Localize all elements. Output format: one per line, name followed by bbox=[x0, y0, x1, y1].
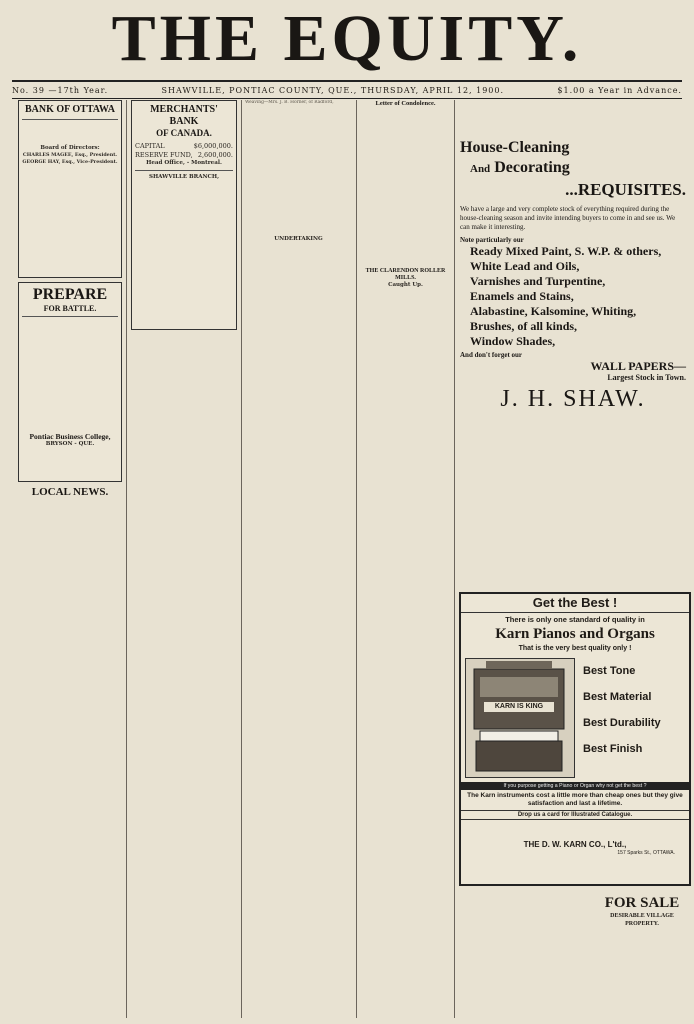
college-text bbox=[22, 320, 118, 432]
karn-headline: Get the Best ! bbox=[461, 594, 689, 613]
column-3-text-continued bbox=[245, 243, 352, 983]
column-2 bbox=[131, 100, 237, 1016]
ad-item: Ready Mixed Paint, S. W.P. & others, bbox=[470, 244, 662, 258]
karn-quality: Best Durability bbox=[583, 717, 661, 729]
volume-number: No. 39 —17th Year. bbox=[12, 85, 109, 95]
ad-item-list bbox=[460, 244, 686, 349]
column-2-text bbox=[131, 334, 237, 1014]
ad-item: Enamels and Stains, bbox=[470, 289, 574, 303]
organ-label: KARN IS KING bbox=[484, 702, 554, 712]
column-1 bbox=[18, 100, 122, 1016]
ad-forget: And don't forget our bbox=[460, 351, 523, 359]
bank-ottawa-ad bbox=[18, 100, 122, 278]
issue-date: SHAWVILLE, PONTIAC COUNTY, QUE., THURSDAY, APRIL 12, 1900. bbox=[161, 85, 505, 95]
bank-ottawa-title: BANK OF OTTAWA bbox=[24, 104, 115, 115]
capital-label: CAPITAL bbox=[135, 142, 165, 150]
merchants-bank-title: MERCHANTS' BANK bbox=[150, 104, 218, 127]
karn-body bbox=[465, 658, 685, 778]
head-office: Head Office, - Montreal. bbox=[146, 160, 222, 166]
organ-illustration bbox=[465, 658, 575, 778]
agents-text bbox=[460, 895, 592, 1017]
column-5-top bbox=[460, 100, 686, 136]
local-news-body bbox=[18, 503, 122, 1016]
ad-intro: We have a large and very complete stock of everything required during the house-cleaning season and invite intending buyers to come in and see us. We can make it interesting. bbox=[460, 205, 676, 231]
karn-note-2: The Karn instruments cost a little more than cheap ones but they give satisfaction and last a lifetime. bbox=[467, 792, 683, 807]
reserve-row bbox=[135, 151, 233, 160]
merchants-bank-subtitle: OF CANADA. bbox=[156, 128, 212, 138]
prepare-title: PREPARE bbox=[32, 286, 108, 303]
merchants-bank-ad bbox=[131, 100, 237, 330]
column-4 bbox=[360, 100, 451, 1016]
bank-text bbox=[22, 123, 118, 145]
ad-item: Alabastine, Kalsomine, Whiting, bbox=[470, 304, 637, 318]
ad-item: Brushes, of all kinds, bbox=[470, 319, 578, 333]
column-rule bbox=[356, 100, 357, 1018]
divider bbox=[22, 119, 118, 120]
ad-item: White Lead and Oils, bbox=[470, 259, 580, 273]
karn-address: 157 Sparks St., OTTAWA. bbox=[617, 850, 675, 856]
roller-mills-heading: THE CLARENDON ROLLER MILLS. bbox=[365, 268, 446, 281]
for-sale-subtitle: DESIRABLE VILLAGE PROPERTY. bbox=[610, 913, 674, 927]
masthead-title: THE EQUITY. bbox=[111, 2, 583, 75]
divider bbox=[135, 170, 233, 171]
college-location: BRYSON - QUE. bbox=[45, 441, 95, 447]
karn-qualities bbox=[575, 658, 685, 778]
column-rule bbox=[241, 100, 242, 1018]
column-5-text bbox=[460, 100, 686, 136]
column-4-text-continued bbox=[360, 289, 451, 989]
college-name: Pontiac Business College, bbox=[29, 432, 111, 441]
prepare-subtitle: FOR BATTLE. bbox=[43, 304, 97, 313]
ad-merchant-name: J. H. SHAW. bbox=[500, 386, 646, 412]
karn-line-1: There is only one standard of quality in bbox=[505, 615, 645, 624]
weaving-lead: Weaving—Mrs. J. B. Horner, of Radford, bbox=[245, 100, 334, 105]
undertaking-heading: UNDERTAKING bbox=[274, 235, 323, 242]
column-rule bbox=[126, 100, 127, 1018]
column-3-text bbox=[245, 106, 352, 236]
reserve-label: RESERVE FUND, bbox=[135, 151, 193, 159]
karn-line-2: That is the very best quality only ! bbox=[518, 645, 632, 652]
for-sale-ad bbox=[597, 895, 687, 1017]
agents-notice bbox=[460, 895, 592, 1017]
for-sale-title: FOR SALE bbox=[604, 895, 680, 911]
ad-item: Varnishes and Turpentine, bbox=[470, 274, 606, 288]
karn-quality: Best Tone bbox=[583, 665, 636, 677]
ad-requisites: ...REQUISITES. bbox=[565, 180, 686, 199]
karn-company: THE D. W. KARN CO., L'td., bbox=[523, 840, 627, 849]
dateline bbox=[12, 80, 682, 99]
karn-agent-text bbox=[461, 822, 689, 840]
subscription-price: $1.00 a Year in Advance. bbox=[557, 85, 682, 95]
column-4-text bbox=[360, 108, 451, 268]
ad-item: Window Shades, bbox=[470, 334, 556, 348]
president-line: CHARLES MAGEE, Esq., President. bbox=[22, 152, 118, 158]
branch-name: SHAWVILLE BRANCH, bbox=[148, 174, 220, 180]
vice-president-line: GEORGE HAY, Esq., Vice-President. bbox=[22, 159, 118, 165]
local-news-heading: LOCAL NEWS. bbox=[31, 486, 109, 498]
ad-largest: Largest Stock in Town. bbox=[607, 373, 686, 382]
business-college-ad bbox=[18, 282, 122, 482]
for-sale-text bbox=[597, 928, 687, 1018]
ad-decorating: Decorating bbox=[494, 159, 570, 176]
karn-quality: Best Finish bbox=[583, 743, 643, 755]
karn-pianos-ad bbox=[459, 592, 691, 886]
ad-line-decorating bbox=[470, 158, 686, 179]
condolence-heading: Letter of Condolence. bbox=[375, 100, 436, 107]
column-3 bbox=[245, 100, 352, 1016]
column-rule bbox=[454, 100, 455, 1018]
capital-value: $6,000,000. bbox=[193, 142, 233, 150]
karn-quality: Best Material bbox=[583, 691, 652, 703]
roller-mills-subheading: Caught Up. bbox=[388, 282, 423, 288]
karn-brand: Karn Pianos and Organs bbox=[495, 626, 655, 642]
shaw-hardware-ad bbox=[460, 138, 686, 438]
ad-line-house-cleaning: House-Cleaning bbox=[460, 139, 570, 156]
ad-and: And bbox=[470, 163, 491, 175]
divider bbox=[22, 316, 118, 317]
masthead bbox=[0, 0, 694, 78]
ad-note: Note particularly our bbox=[460, 236, 524, 244]
karn-note-1: If you purpose getting a Piano or Organ why not get the best ? bbox=[461, 782, 689, 790]
ad-wall-papers: WALL PAPERS— bbox=[590, 359, 686, 373]
reserve-value: 2,600,000. bbox=[197, 151, 233, 159]
capital-row bbox=[135, 142, 233, 151]
board-label: Board of Directors: bbox=[40, 145, 100, 151]
karn-catalogue: Drop us a card for Illustrated Catalogue. bbox=[461, 810, 689, 820]
